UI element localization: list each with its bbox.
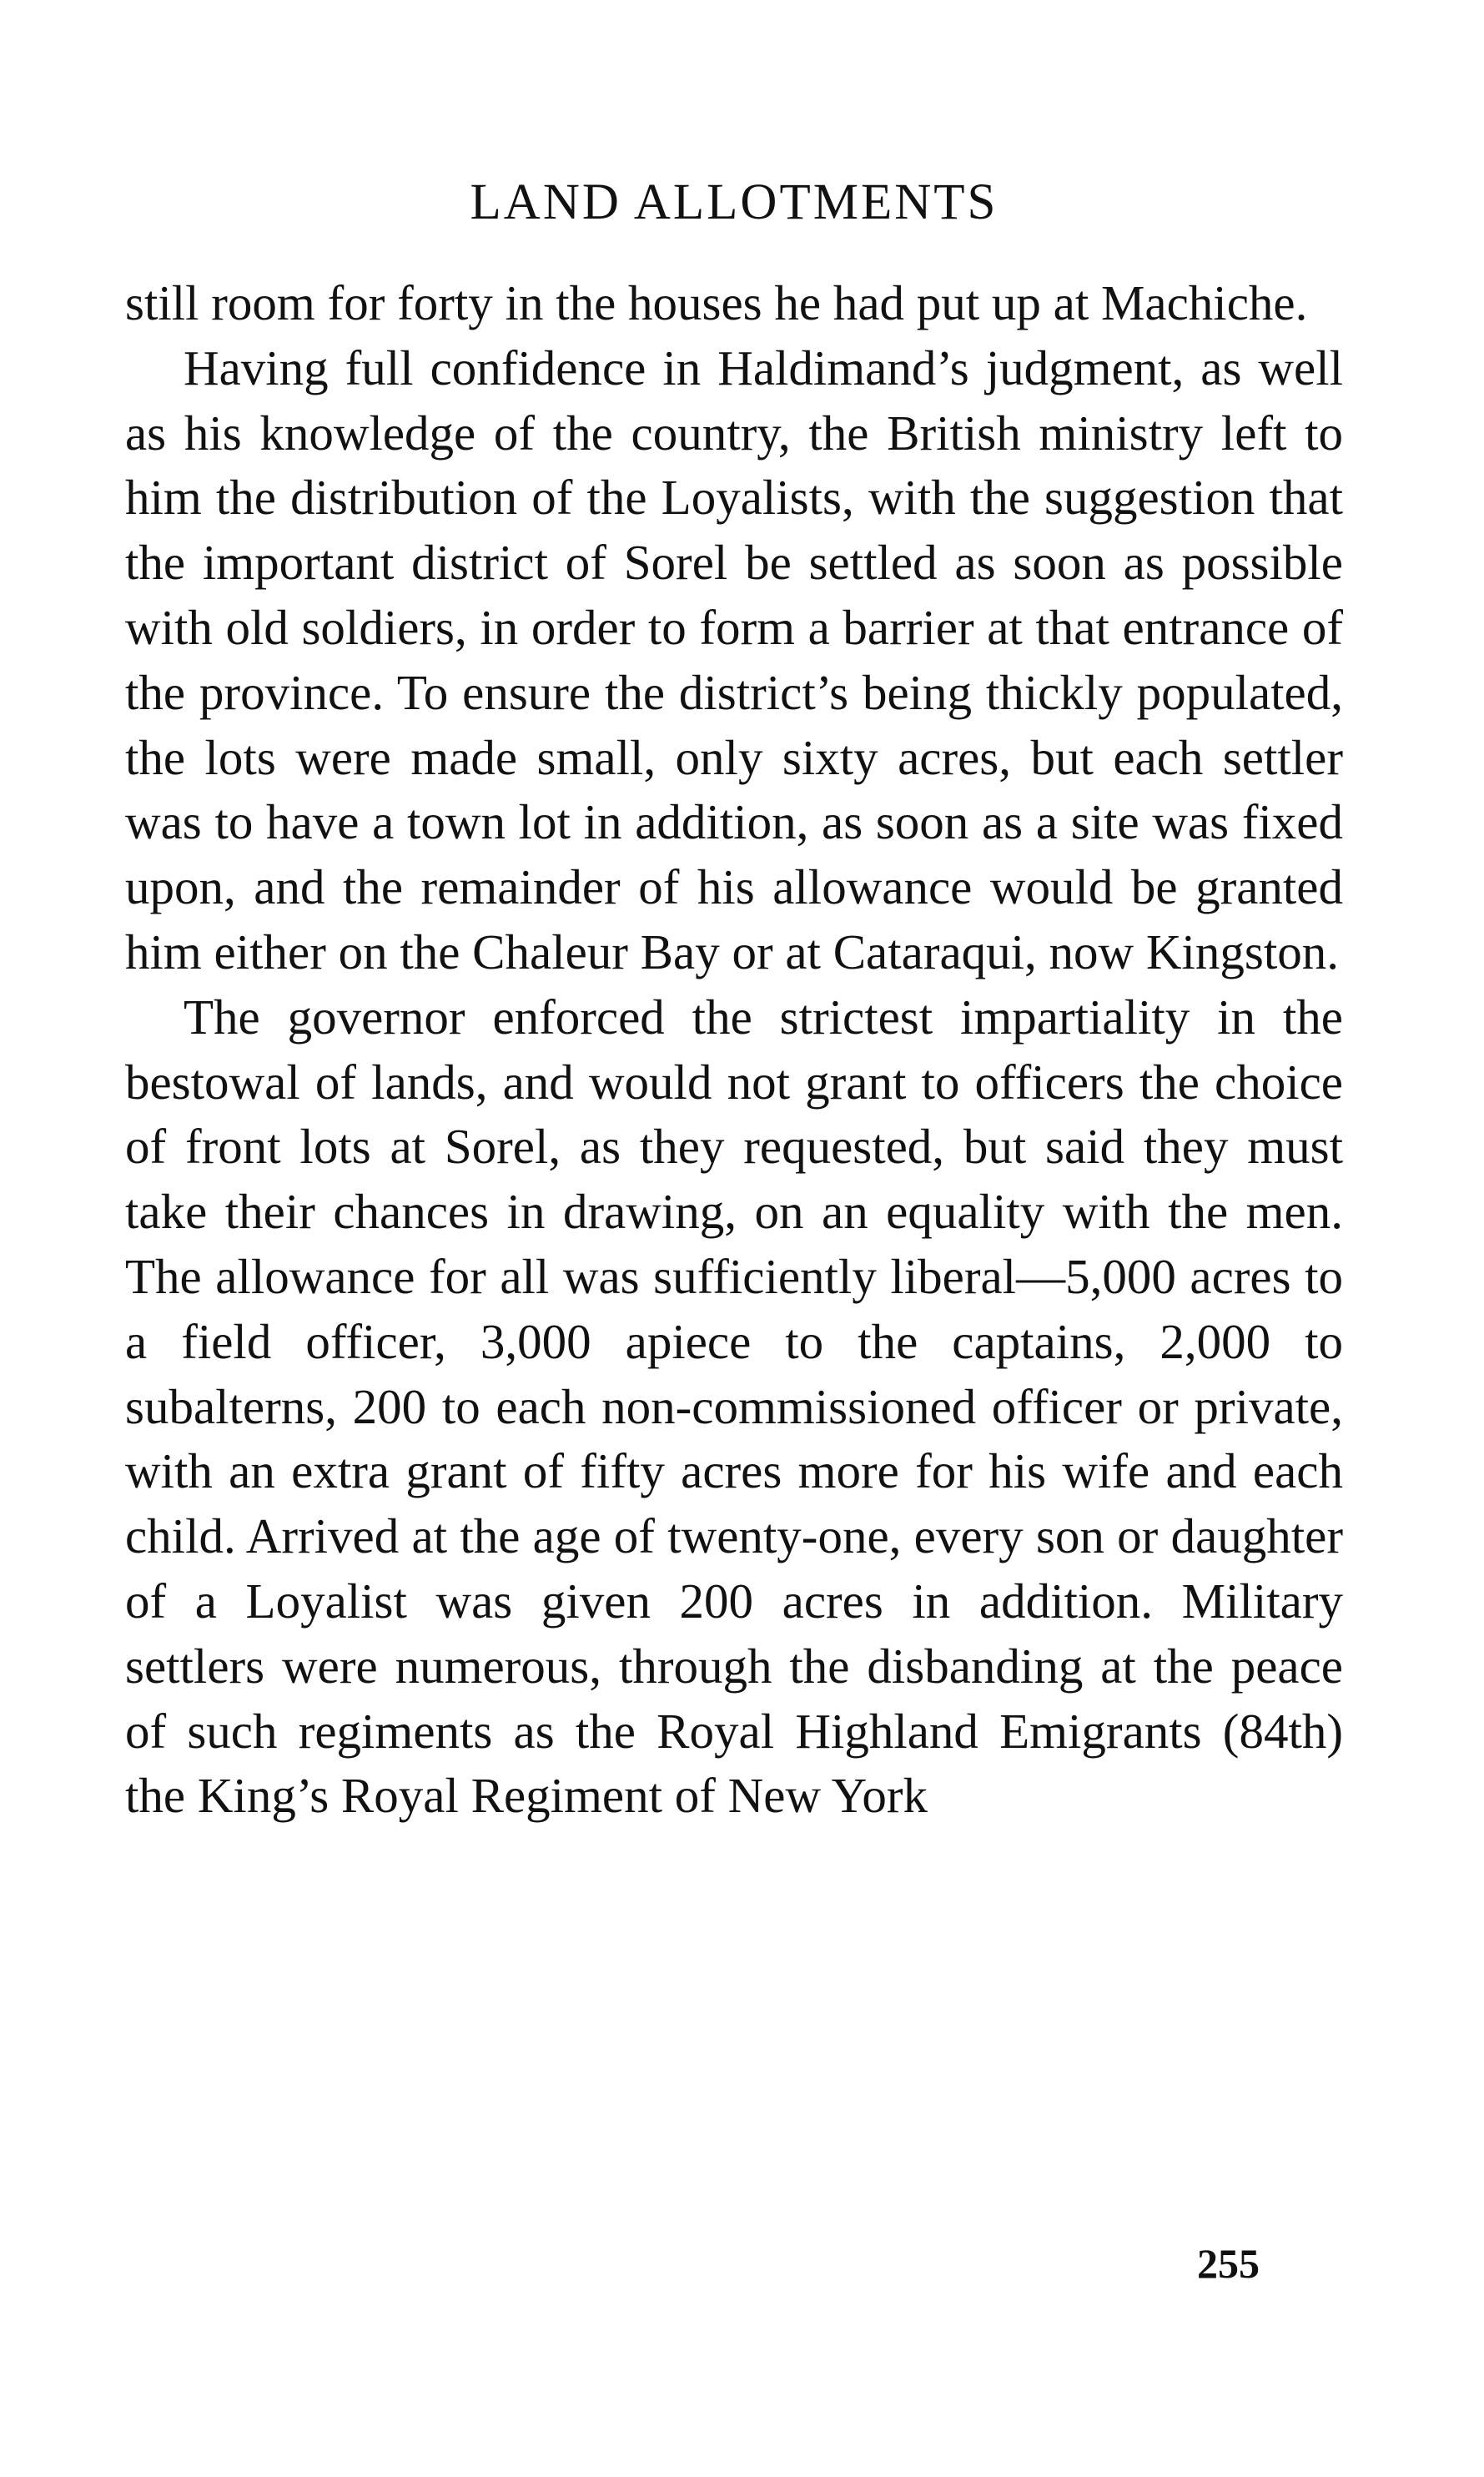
paragraph-governor: The governor enforced the strictest impartiality in the bestowal of lands, and would not grant to officers the choice of front lots at Sorel, as they requested, but said they must take their chances in drawing, on an equality with the men. The allowance for all was sufficiently liberal—5,000 acres to a field officer, 3,000 apiece to the captains, 2,000 to subalterns, 200 to each non-commissioned officer or private, with an extra grant of fifty acres more for his wife and each child. Arrived at the age of twenty-one, every son or daughter of a Loyalist was given 200 acres in addition. Military settlers were numerous, through the disbanding at the peace of such regiments as the Royal Highland Emigrants (84th) the King’s Royal Regiment of New York xyxy=(125,989,1343,1824)
page-number: 255 xyxy=(1197,2240,1260,2287)
paragraph-haldimand: Having full confidence in Haldimand’s judgment, as well as his knowledge of the country, the British ministry left to him the distribution of the Loyalists, with the suggestion that the important district of Sorel be settled as soon as possible with old soldiers, in order to form a barrier at that entrance of the province. To ensure the district’s being thickly populated, the lots were made small, only sixty acres, but each settler was to have a town lot in addition, as soon as a site was fixed upon, and the remainder of his allowance would be granted him either on the Chaleur Bay or at Cataraqui, now Kingston. xyxy=(125,340,1343,979)
running-head: LAND ALLOTMENTS xyxy=(470,174,999,230)
book-page xyxy=(125,0,1343,2477)
body-text xyxy=(125,271,1343,1829)
paragraph-continuation: still room for forty in the houses he had put up at Machiche. xyxy=(125,275,1308,330)
